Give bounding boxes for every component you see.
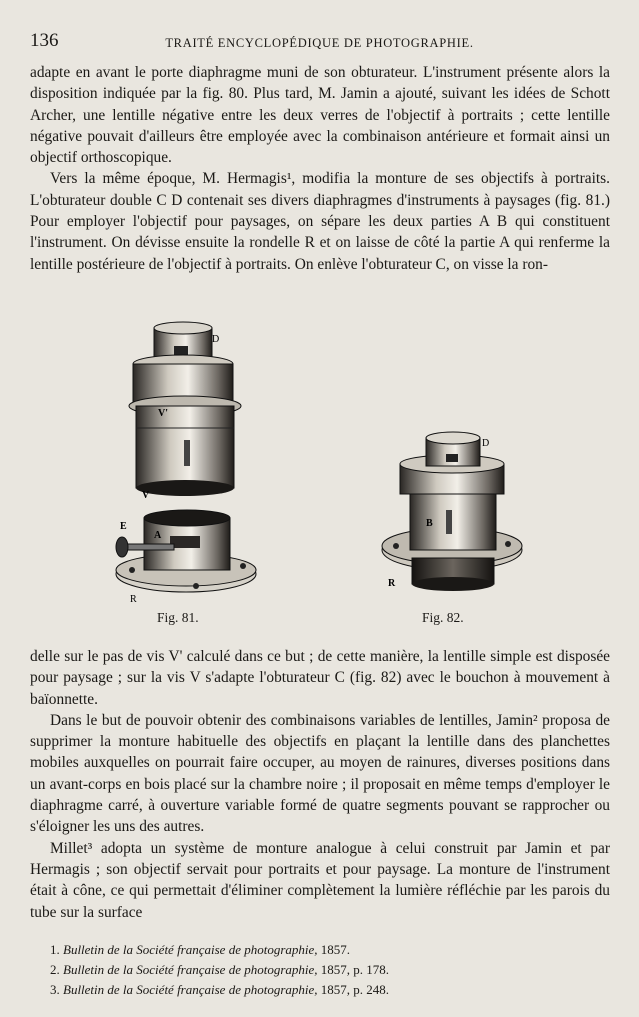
footnote-ref: 1857, p. 178. (320, 962, 390, 977)
footnote-title: Bulletin de la Société française de photographie, (63, 962, 318, 977)
paragraph: adapte en avant le porte diaphragme muni de son obturateur. L'instrument présente alors la disposition indiquée par la fig. 80. Plus tard, M. Jamin a ajouté, suivant les idées de Schott Archer, une lentille négative entre les deux verres de l'objectif à portraits ; cette lentille négative pouvait d'ailleurs être employée avec la combinaison antérieure et formait ainsi un objectif orthoscopique. (30, 64, 610, 167)
paragraph: Vers la même époque, M. Hermagis¹, modifia la monture de ses objectifs à portraits. L'obturateur double C D contenait ses divers diaphragmes d'instruments à paysages (fig. 81.) Pour employer l'objectif pour paysages, on sépare les deux parties A B qui constituent l'instrument. On dévisse ensuite la rondelle R et on laisse de côté la partie A qui renferme la lentille postérieure de l'objectif à portraits. On enlève l'obturateur C, on visse la ron- (30, 170, 610, 273)
footnote (50, 940, 610, 960)
fig81-caption: Fig. 81. (157, 610, 199, 625)
footnote-title: Bulletin de la Société française de photographie, (63, 982, 318, 997)
fig82-assembly (382, 432, 522, 591)
footnotes (50, 940, 610, 1000)
figure-area (100, 318, 560, 638)
paragraph: Dans le but de pouvoir obtenir des combinaisons variables de lentilles, Jamin² proposa de supprimer la monture habituelle des objectifs en plaçant la lentille dans des planchettes mobiles auxquelles on pourrait faire occuper, au moyen de rainures, diverses positions dans un avant-corps en bois placé sur la chambre noire ; il proposait en même temps d'employer le diaphragme carré, à ouverture variable formé de quatre segments pouvant se rapprocher ou s'éloigner les uns des autres. (30, 711, 610, 836)
fig81-label-v: V (142, 490, 150, 501)
page-number: 136 (30, 30, 59, 51)
fig81-label-v-prime: V' (158, 408, 168, 419)
lens-engravings (100, 318, 560, 638)
fig82-caption: Fig. 82. (422, 610, 464, 625)
paragraph: Millet³ adopta un système de monture analogue à celui construit par Jamin et par Hermagis ; son objectif servait pour portraits et pour paysage. La monture de l'instrument était à cône, ce qui permettait d'éliminer complètement la lumière réfléchie par les parois du tube sur la surface (30, 839, 610, 921)
footnote (50, 960, 610, 980)
page-header (30, 30, 609, 56)
footnote-title: Bulletin de la Société française de photographie, (63, 942, 318, 957)
fig81-label-a: A (154, 530, 162, 541)
footnote-ref: 1857. (320, 942, 351, 957)
running-title: TRAITÉ ENCYCLOPÉDIQUE DE PHOTOGRAPHIE. (165, 36, 474, 50)
footnote (50, 980, 610, 1000)
fig82-label-d: D (482, 438, 490, 449)
fig81-upper-assembly (129, 322, 241, 501)
fig81-label-r: R (130, 594, 137, 605)
footnote-number: 3. (50, 982, 60, 997)
paragraph: delle sur le pas de vis V' calculé dans ce but ; de cette manière, la lentille simple est disposée pour paysage ; sur la vis V s'adapte l'obturateur C (fig. 82) avec le bouchon à mouvement à baïonnette. (30, 648, 610, 708)
footnote-number: 1. (50, 942, 60, 957)
fig81-lower-assembly (116, 510, 256, 605)
fig82-label-b: B (426, 518, 433, 529)
fig81-label-d: D (212, 334, 220, 345)
footnote-number: 2. (50, 962, 60, 977)
text-block-bottom (30, 646, 610, 923)
fig81-label-e: E (120, 521, 127, 532)
text-block-top (30, 62, 610, 275)
footnote-ref: 1857, p. 248. (320, 982, 390, 997)
fig82-label-r: R (388, 578, 396, 589)
